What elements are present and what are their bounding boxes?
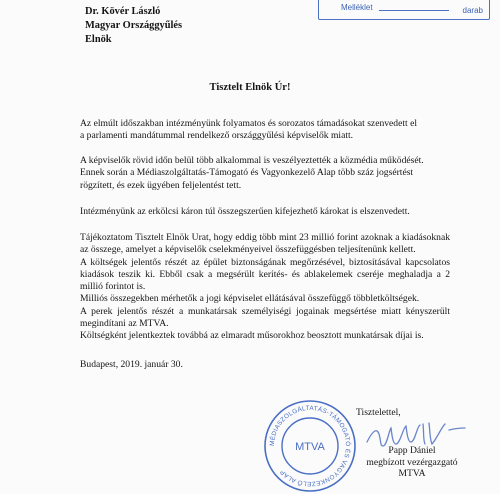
paragraph-line: A költségek jelentős részét az épület biztonságának megőrzésével, biztosításával kapcsolatos kiadások teszik ki. Ebből csak a megsérült kerítés- és ablakelemek cseréje meghaladja a 2 millió forintot is. bbox=[80, 256, 450, 293]
official-seal bbox=[262, 398, 358, 494]
addressee-block bbox=[85, 5, 182, 47]
paragraph-line: a parlamenti mandátummal rendelkező országgyűlési képviselők miatt. bbox=[80, 130, 354, 142]
paragraph-line: Intézményünk az erkölcsi káron túl összegszerűen kifejezhető károkat is elszenvedett. bbox=[80, 206, 410, 217]
paragraph-line: Ennek során a Médiaszolgáltatás-Támogató és Vagyonkezelő Alap több száz jogsértést bbox=[80, 167, 414, 179]
closing: Tisztelettel, bbox=[356, 407, 401, 418]
paragraph-2 bbox=[80, 155, 450, 192]
signature-block bbox=[356, 445, 468, 480]
paragraph-3 bbox=[80, 206, 450, 218]
addressee-role: Elnök bbox=[85, 34, 112, 45]
paragraph-line: A perek jelentős részét a munkatársak személyiségi jogainak megsértése miatt kényszerült megindítani az MTVA. bbox=[80, 305, 450, 330]
paragraph-line: rögzített, és ezek ügyében feljelentést tett. bbox=[80, 179, 242, 191]
attachment-label: Melléklet bbox=[341, 3, 373, 12]
paragraph-line: A képviselők rövid időn belül több alkalommal is veszélyeztették a közmédia működését. bbox=[80, 155, 424, 166]
signatory-title: megbízott vezérgazgató bbox=[366, 456, 458, 468]
seal-center-text: MTVA bbox=[295, 441, 325, 453]
attachment-stamp bbox=[318, 0, 490, 20]
piece-label: darab bbox=[462, 6, 483, 15]
paragraph-line: Milliós összegekben mérhetők a jogi képviselet ellátásával összefüggő többletköltségek. bbox=[80, 293, 420, 305]
attachment-line bbox=[379, 10, 449, 11]
paragraph-line: Az elmúlt időszakban intézményünk folyamatos és sorozatos támadásokat szenvedett el bbox=[80, 118, 418, 129]
paragraph-1 bbox=[80, 118, 450, 143]
paragraph-line: Tájékoztatom Tisztelt Elnök Urat, hogy eddig több mint 23 millió forint azoknak a kiadásoknak az összege, amelyet a képviselők cselekményeivel összefüggésben teljesítenünk kellett. bbox=[80, 232, 450, 256]
addressee-name: Dr. Kövér László bbox=[85, 6, 161, 17]
paragraph-4 bbox=[80, 232, 450, 343]
seal-ring-text: MÉDIASZOLGÁLTATÁS-TÁMOGATÓ ÉS VAGYONKEZELŐ ALAP bbox=[268, 404, 352, 488]
addressee-institution: Magyar Országgyűlés bbox=[85, 20, 183, 31]
signatory-org: MTVA bbox=[398, 468, 426, 479]
signatory-name: Papp Dániel bbox=[388, 445, 436, 456]
paragraph-line: Költségként jelentkeztek továbbá az elmaradt műsorokhoz beosztott munkatársak díjai is. bbox=[80, 330, 424, 342]
date-line: Budapest, 2019. január 30. bbox=[80, 359, 183, 370]
salutation: Tisztelt Elnök Úr! bbox=[209, 82, 291, 93]
